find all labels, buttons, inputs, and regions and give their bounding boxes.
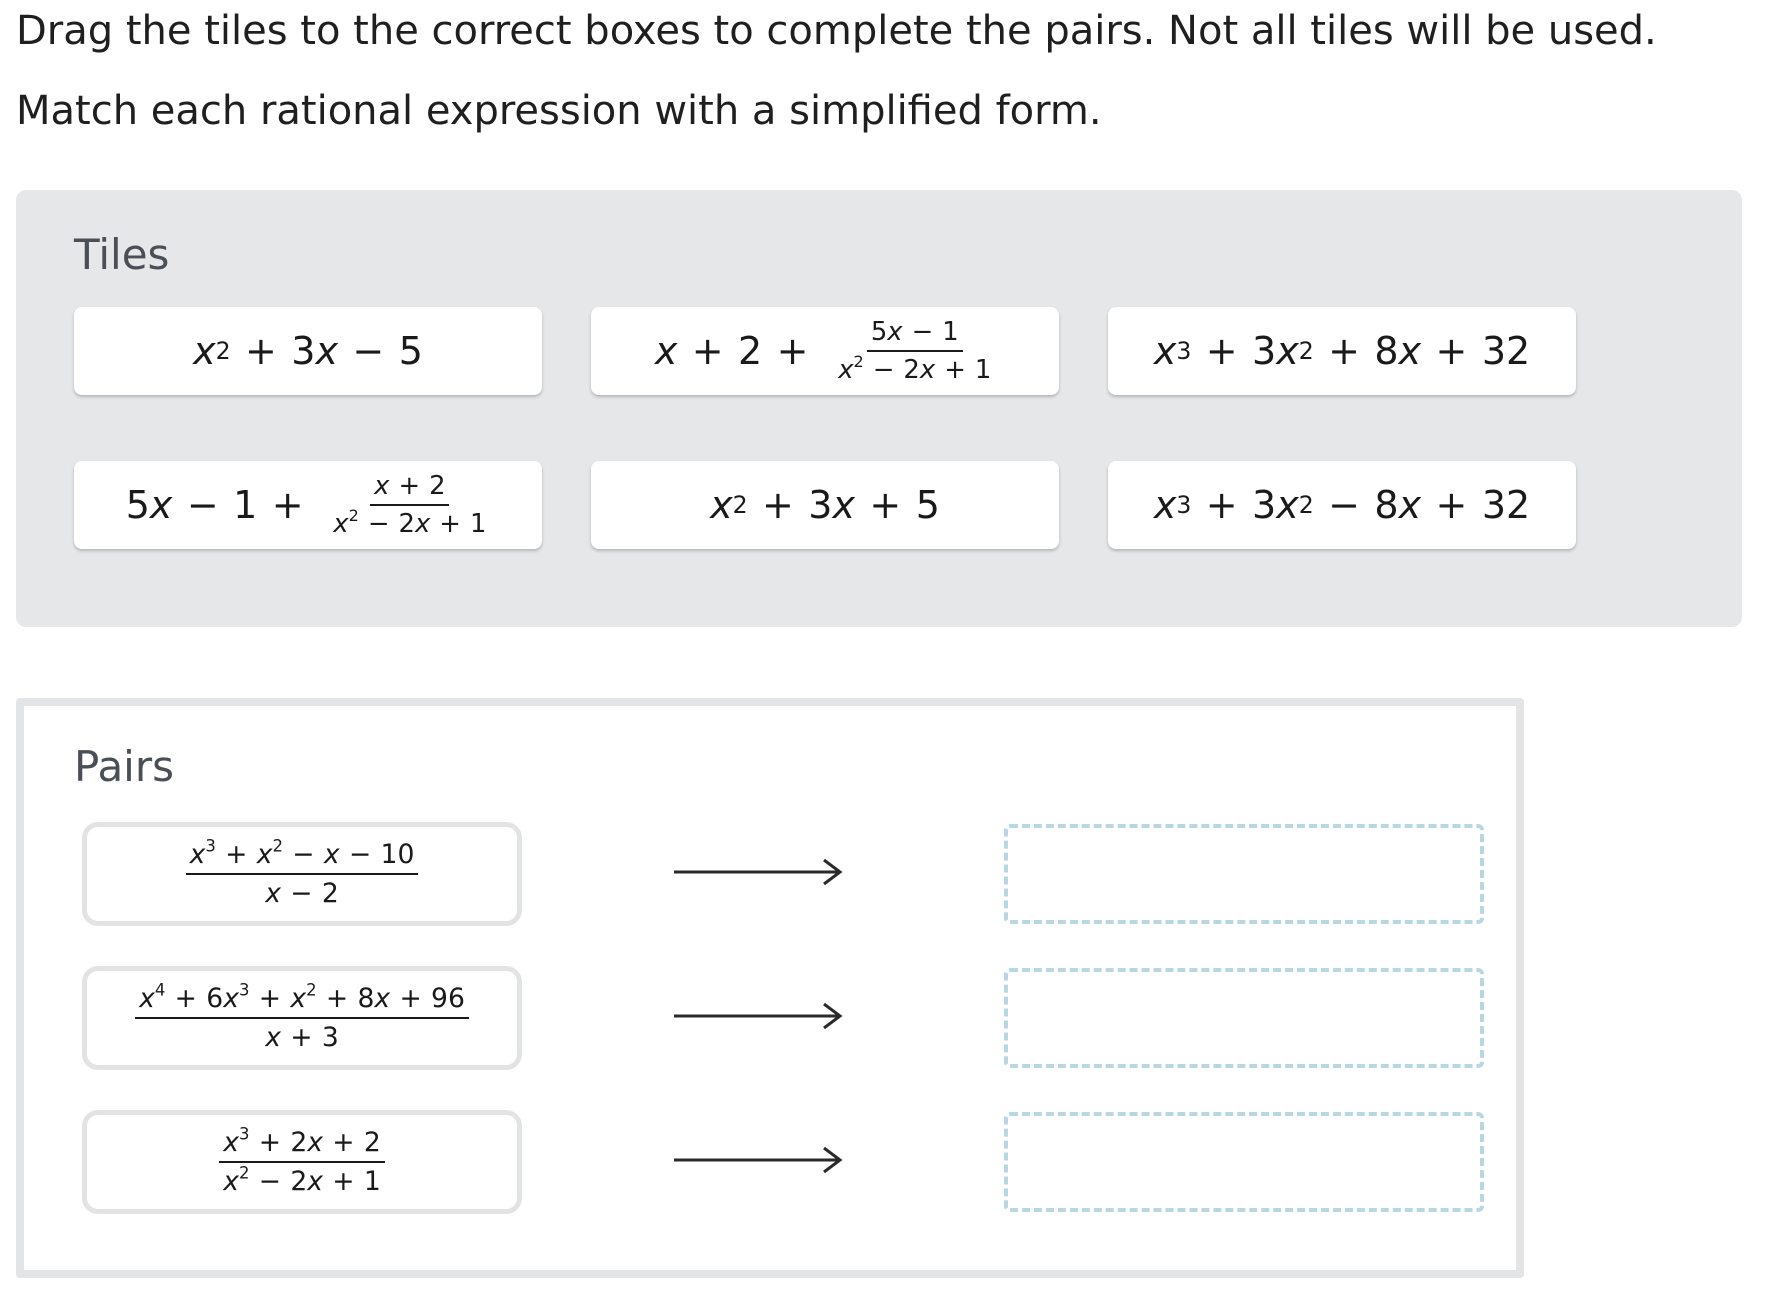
pair-1-fraction: $\frac{x^3 + x^2 - x - 10}{x - 2}$ [186, 838, 419, 910]
instruction-drag-tiles: Drag the tiles to the correct boxes to complete the pairs. Not all tiles will be used. [16, 8, 1657, 54]
pair-1-expression [82, 822, 522, 926]
tile-5x-minus-1-plus-fraction[interactable] [74, 461, 542, 549]
pair-1-drop-zone[interactable] [1004, 824, 1484, 924]
pair-2-expression [82, 966, 522, 1070]
pair-2-drop-zone[interactable] [1004, 968, 1484, 1068]
tile-2-math: x + 2 + $\frac{5x - 1}{x^2 - 2x + 1}$ [654, 316, 992, 385]
pair-3-arrow-icon [674, 1145, 844, 1175]
tile-5-math: x 2 + 3 x + 5 [710, 483, 940, 527]
tile-x2-plus-3x-plus-5[interactable] [591, 461, 1059, 549]
pairs-heading: Pairs [74, 742, 174, 791]
tile-x3-plus-3x2-plus-8x-plus-32[interactable] [1108, 307, 1576, 395]
pair-3-drop-zone[interactable] [1004, 1112, 1484, 1212]
tile-4-math: 5 x − 1 + $\frac{x + 2}{x^2 - 2x + 1}$ [125, 470, 487, 539]
pair-3-expression [82, 1110, 522, 1214]
tile-3-math: x 3 + 3 x 2 + 8 x + 32 [1153, 329, 1531, 373]
tile-x-plus-2-plus-fraction[interactable] [591, 307, 1059, 395]
instruction-match: Match each rational expression with a simplified form. [16, 88, 1102, 134]
tiles-heading: Tiles [74, 230, 170, 279]
tile-x2-plus-3x-minus-5[interactable] [74, 307, 542, 395]
tiles-panel [16, 190, 1742, 627]
pair-2-arrow-icon [674, 1001, 844, 1031]
tile-6-math: x 3 + 3 x 2 − 8 x + 32 [1153, 483, 1531, 527]
tile-1-math: x 2 + 3 x − 5 [193, 329, 423, 373]
pair-3-fraction: $\frac{x^3 + 2x + 2}{x^2 - 2x + 1}$ [219, 1126, 385, 1198]
pairs-panel [16, 698, 1524, 1278]
pair-2-fraction: $\frac{x^4 + 6x^3 + x^2 + 8x + 96}{x + 3}$ [135, 982, 469, 1054]
pair-1-arrow-icon [674, 857, 844, 887]
tile-x3-plus-3x2-minus-8x-plus-32[interactable] [1108, 461, 1576, 549]
